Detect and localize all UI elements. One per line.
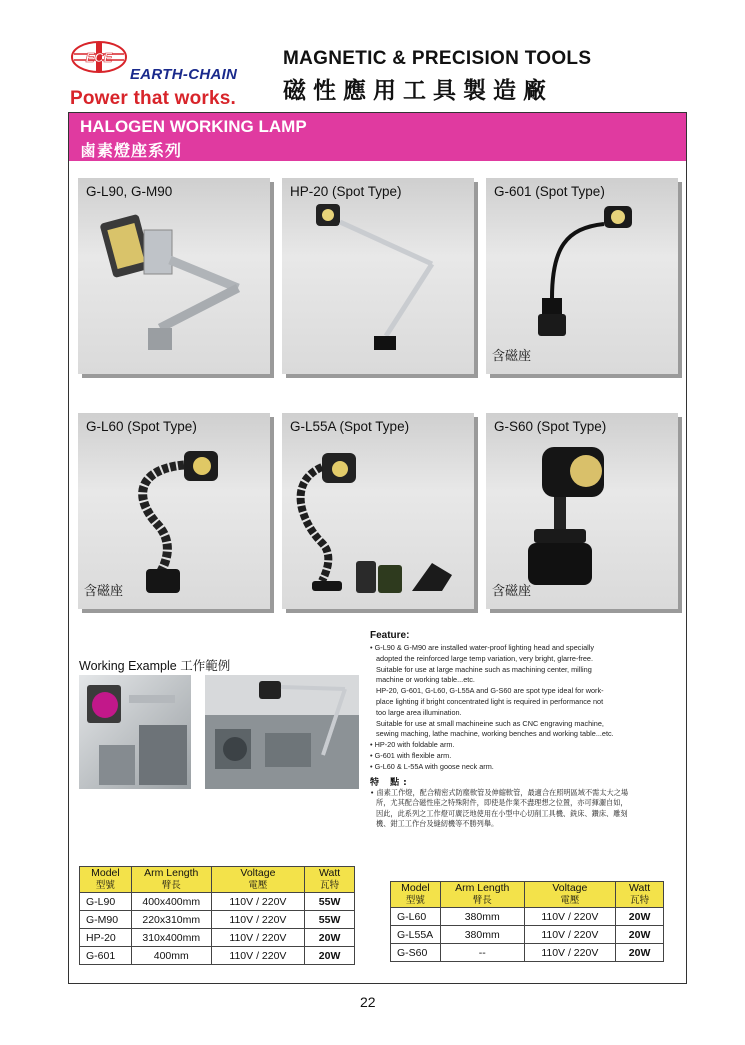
feature-line: • G-L60 & L-55A with goose neck arm. — [370, 761, 494, 771]
voltage-cell: 110V / 220V — [524, 944, 616, 962]
header-title-en: MAGNETIC & PRECISION TOOLS — [283, 48, 592, 69]
model-cell: G-L55A — [391, 926, 441, 944]
section-title-zh: 鹵素燈座系列 — [80, 141, 183, 160]
feature-zh-line: • 鹵素工作燈，配合精密式防塵軟管及伸縮軟管，最適合在照明區域不需太大之場 — [370, 787, 629, 797]
arm-length-cell: 310x400mm — [131, 929, 211, 947]
product-label: G-L90, G-M90 — [86, 184, 173, 199]
feature-line: Suitable for use at small machineine such as CNC engraving machine, — [376, 718, 604, 728]
product-label: G-S60 (Spot Type) — [494, 419, 607, 434]
section-title-en: HALOGEN WORKING LAMP — [80, 117, 307, 136]
product-label: G-L60 (Spot Type) — [86, 419, 197, 434]
table-row — [80, 893, 355, 911]
product-label: G-L55A (Spot Type) — [290, 419, 410, 434]
voltage-cell: 110V / 220V — [524, 908, 616, 926]
working-example-photo-1 — [79, 675, 191, 789]
table-row — [391, 944, 664, 962]
brand-slogan: Power that works. — [70, 88, 236, 109]
header-title-zh: 磁性應用工具製造廠 — [283, 78, 553, 104]
magnetic-base-note: 含磁座 — [84, 584, 124, 599]
page-number: 22 — [360, 994, 376, 1010]
voltage-cell: 110V / 220V — [524, 926, 616, 944]
voltage-cell: 110V / 220V — [211, 893, 305, 911]
model-cell: G-S60 — [391, 944, 441, 962]
model-cell: G-601 — [80, 947, 132, 965]
feature-line: adopted the reinforced large temp variation, very bright, glarre-free. — [376, 653, 593, 663]
feature-line: place lighting if bright concentrated light is required in performance not — [376, 696, 604, 706]
table-header-cell: Arm Length 臂長 — [440, 882, 524, 908]
table-header-cell: Watt 瓦特 — [616, 882, 664, 908]
voltage-cell: 110V / 220V — [211, 911, 305, 929]
voltage-cell: 110V / 220V — [211, 929, 305, 947]
product-tile-g-l60 — [78, 413, 270, 609]
magnetic-base-note: 含磁座 — [492, 584, 532, 599]
watt-cell: 55W — [305, 911, 355, 929]
feature-line: HP-20, G-601, G-L60, G-L55A and G-S60 are spot type ideal for work- — [376, 686, 604, 696]
watt-cell: 20W — [616, 926, 664, 944]
lamp-g-l90-illustration — [78, 178, 270, 374]
spec-table-left — [79, 866, 355, 965]
watt-cell: 20W — [616, 944, 664, 962]
working-example-title: Working Example 工作範例 — [79, 659, 231, 673]
working-example-photo-2 — [205, 675, 359, 789]
watt-cell: 20W — [616, 908, 664, 926]
logo-text: ECE — [85, 50, 113, 65]
arm-length-cell: 380mm — [440, 926, 524, 944]
voltage-cell: 110V / 220V — [211, 947, 305, 965]
lamp-hp-20-illustration — [282, 178, 474, 374]
feature-line: Suitable for use at large machine such as machining center, milling — [376, 664, 592, 674]
table-header-cell: Arm Length 臂長 — [131, 867, 211, 893]
table-row — [80, 947, 355, 965]
product-label: G-601 (Spot Type) — [494, 184, 605, 199]
arm-length-cell: 400mm — [131, 947, 211, 965]
table-row — [391, 908, 664, 926]
feature-line: • G-L90 & G-M90 are installed water-proof lighting head and specially — [370, 643, 595, 652]
feature-zh-line: 所，尤其配合磁性座之特殊附件，即使是作業不盡理想之位置，亦可揮灑自如， — [376, 798, 628, 808]
product-label: HP-20 (Spot Type) — [290, 184, 402, 199]
table-header-cell: Model 型號 — [80, 867, 132, 893]
table-header-cell: Voltage 電壓 — [211, 867, 305, 893]
arm-length-cell: 400x400mm — [131, 893, 211, 911]
arm-length-cell: 220x310mm — [131, 911, 211, 929]
ece-logo — [70, 40, 128, 74]
product-tile-g-601 — [486, 178, 678, 374]
feature-zh-title: 特 點: — [370, 777, 411, 788]
watt-cell: 20W — [305, 929, 355, 947]
arm-length-cell: 380mm — [440, 908, 524, 926]
table-header-cell: Model 型號 — [391, 882, 441, 908]
feature-line: sewing maching, lathe machine, working benches and working table...etc. — [376, 729, 614, 739]
spec-table-right — [390, 881, 664, 962]
feature-block — [370, 630, 682, 830]
table-header-row — [391, 882, 664, 908]
arm-length-cell: -- — [440, 944, 524, 962]
feature-zh-line: 機、鉗工工作台及縫紉機等不勝列舉。 — [376, 819, 499, 829]
product-tile-g-s60 — [486, 413, 678, 609]
brand-name: EARTH-CHAIN — [130, 66, 238, 83]
feature-zh-line: 因此，此系列之工作燈可廣泛地使用在小型中心切削工具機、銑床、鑽床、雕刻 — [376, 808, 628, 818]
feature-title: Feature: — [370, 630, 410, 641]
watt-cell: 20W — [305, 947, 355, 965]
model-cell: G-L90 — [80, 893, 132, 911]
model-cell: G-M90 — [80, 911, 132, 929]
model-cell: G-L60 — [391, 908, 441, 926]
table-row — [80, 911, 355, 929]
product-tile-g-l90 — [78, 178, 270, 374]
model-cell: HP-20 — [80, 929, 132, 947]
table-header-cell: Voltage 電壓 — [524, 882, 616, 908]
lamp-g-l55a-illustration — [282, 413, 474, 609]
table-row — [80, 929, 355, 947]
table-row — [391, 926, 664, 944]
table-header-cell: Watt 瓦特 — [305, 867, 355, 893]
feature-line: too large area illumination. — [376, 707, 462, 717]
watt-cell: 55W — [305, 893, 355, 911]
product-tile-hp-20 — [282, 178, 474, 374]
magnetic-base-note: 含磁座 — [492, 349, 532, 364]
feature-line: • HP-20 with foldable arm. — [370, 740, 455, 750]
feature-line: machine or working table...etc. — [376, 675, 475, 685]
product-tile-g-l55a — [282, 413, 474, 609]
table-header-row — [80, 867, 355, 893]
feature-line: • G-601 with flexible arm. — [370, 750, 452, 760]
